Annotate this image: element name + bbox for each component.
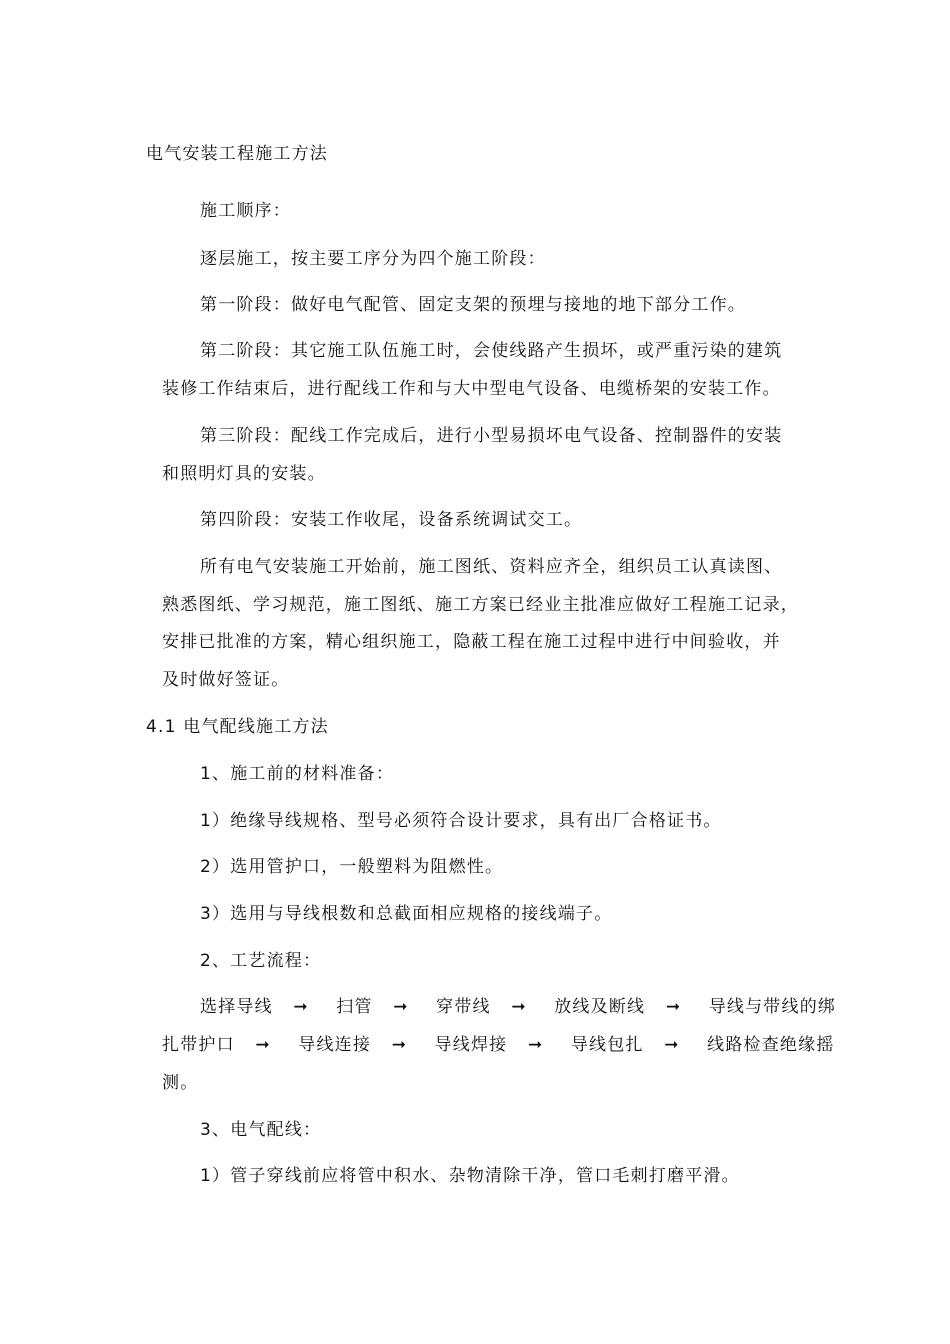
arrow-right-icon: ➞: [527, 1035, 543, 1055]
arrow-right-icon: ➞: [391, 1035, 406, 1055]
process-flow-row1: [200, 996, 836, 1018]
process-flow-row2: [162, 1034, 835, 1056]
stages-intro: 逐层施工，按主要工序分为四个施工阶段：: [200, 249, 546, 269]
arrow-right-icon: ➞: [393, 997, 408, 1017]
flow-step: 选择导线: [200, 997, 273, 1017]
stage-2-text-line1: 第二阶段：其它施工队伍施工时，会使线路产生损坏，或严重污染的建筑: [200, 341, 783, 361]
stage-3-text-line2: 和照明灯具的安装。: [162, 464, 326, 484]
arrow-right-icon: ➞: [665, 997, 681, 1017]
arrow-right-icon: ➞: [293, 997, 308, 1017]
stage-3-text-line1: 第三阶段：配线工作完成后，进行小型易损坏电气设备、控制器件的安装: [200, 426, 783, 446]
materials-heading: 1、施工前的材料准备：: [200, 764, 395, 784]
flow-step: 线路检查绝缘摇: [707, 1035, 835, 1055]
arrow-right-icon: ➞: [511, 997, 526, 1017]
stage-1-text: 第一阶段：做好电气配管、固定支架的预埋与接地的地下部分工作。: [200, 295, 746, 315]
wiring-heading: 3、电气配线：: [200, 1120, 322, 1140]
material-item-3: 3）选用与导线根数和总截面相应规格的接线端子。: [200, 904, 613, 924]
flow-step: 导线包扎: [570, 1035, 644, 1055]
process-heading: 2、工艺流程：: [200, 951, 322, 971]
flow-step: 导线连接: [298, 1035, 372, 1055]
sequence-heading: 施工顺序：: [200, 201, 291, 221]
process-flow-row3: 测。: [162, 1073, 199, 1093]
flow-step: 扫管: [336, 997, 373, 1017]
general-text-line1: 所有电气安装施工开始前，施工图纸、资料应齐全，组织员工认真读图、: [200, 557, 783, 577]
flow-step: 放线及断线: [554, 997, 646, 1017]
material-item-2: 2）选用管护口，一般塑料为阻燃性。: [200, 857, 504, 877]
stage-2-text-line2: 装修工作结束后，进行配线工作和与大中型电气设备、电缆桥架的安装工作。: [162, 379, 781, 399]
flow-step: 穿带线: [436, 997, 491, 1017]
flow-step: 导线与带线的绑: [708, 997, 837, 1017]
stage-4-text: 第四阶段：安装工作收尾，设备系统调试交工。: [200, 510, 583, 530]
general-text-line4: 及时做好签证。: [162, 670, 290, 690]
general-text-line2: 熟悉图纸、学习规范，施工图纸、施工方案已经业主批准应做好工程施工记录，: [162, 595, 799, 615]
general-text-line3: 安排已批准的方案，精心组织施工，隐蔽工程在施工过程中进行中间验收，并: [162, 632, 781, 652]
arrow-right-icon: ➞: [255, 1035, 270, 1055]
flow-step: 导线焊接: [434, 1035, 508, 1055]
section-title: 4.1 电气配线施工方法: [146, 717, 329, 737]
arrow-right-icon: ➞: [664, 1035, 679, 1055]
document-title: 电气安装工程施工方法: [146, 144, 328, 164]
material-item-1: 1）绝缘导线规格、型号必须符合设计要求，具有出厂合格证书。: [200, 811, 722, 831]
flow-step: 扎带护口: [162, 1035, 235, 1055]
wiring-item-1: 1）管子穿线前应将管中积水、杂物清除干净，管口毛刺打磨平滑。: [200, 1166, 740, 1186]
